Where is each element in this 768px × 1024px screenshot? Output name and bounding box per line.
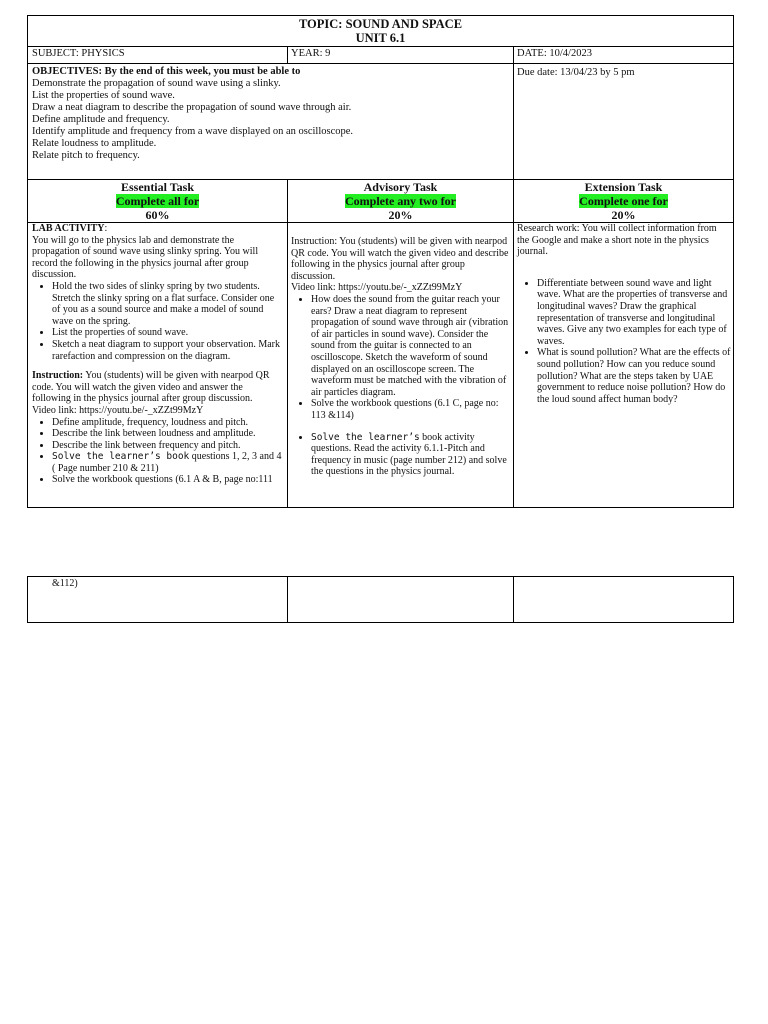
lab-intro: You will go to the physics lab and demonstrate the propagation of sound wave using slinky spring. You will record the following in the physics journal after group discussion. <box>32 234 259 281</box>
list-item: • Describe the link between loudness and amplitude. <box>52 428 282 440</box>
essential-content <box>32 223 282 486</box>
essential-instruction <box>32 370 282 405</box>
list-item: • Solve the workbook questions (6.1 C, page no: 113 &114) <box>311 398 509 421</box>
advisory-task-title: Advisory Task <box>363 180 438 194</box>
objective-line: Relate loudness to amplitude. <box>32 138 157 149</box>
due-date: Due date: 13/04/23 by 5 pm <box>517 67 635 78</box>
topic-heading <box>28 17 733 45</box>
objectives-title: OBJECTIVES: By the end of this week, you must be able to <box>32 66 301 77</box>
date-label: DATE: 10/4/2023 <box>517 48 592 59</box>
learner-book-rest: questions 1, 2, 3 and 4 ( Page number 210 & 211) <box>52 451 282 474</box>
advisory-list-2 <box>291 432 509 478</box>
list-item: • List the properties of sound wave. <box>52 327 282 339</box>
instruction-text: You (students) will be given with nearpod QR code. You will watch the given video and answer the following in the physics journal after group discussion. <box>32 370 270 405</box>
learner-book-rest: book activity questions. Read the activity 6.1.1-Pitch and frequency in music (page number 212) and solve the questions in the physics journal. <box>311 431 507 478</box>
list-item: • How does the sound from the guitar reach your ears? Draw a neat diagram to represent propagation of sound wave through air (vibration of air particles in sound wave). Consider the sound from the guitar is connected to an oscilloscope. Sketch the waveform of sound displayed on an oscilloscope screen. The waveform must be matched with the vibration of air particles diagram. <box>311 294 509 398</box>
objective-line: Draw a neat diagram to describe the propagation of sound wave through air. <box>32 102 352 113</box>
extension-intro: Research work: You will collect information from the Google and make a short note in the physics journal. <box>517 223 717 258</box>
advisory-intro: Instruction: You (students) will be given with nearpod QR code. You will watch the given video and describe following in the physics journal after group discussion. <box>291 236 509 282</box>
list-item <box>311 432 509 478</box>
advisory-content <box>291 236 509 478</box>
list-item: • What is sound pollution? What are the effects of sound pollution? How can you reduce sound pollution? What are the steps taken by UAE government to reduce noise pollution? How do the loud sound affect human body? <box>537 347 731 405</box>
extension-task-header <box>514 180 733 222</box>
objectives-block <box>32 66 510 162</box>
list-item: • Differentiate between sound wave and light wave. What are the properties of transverse and longitudinal waves? Draw the graphical representation of transverse and longitudinal waves. Give any two examples for each type of waves. <box>537 278 731 348</box>
extension-task-percent: 20% <box>611 208 636 222</box>
extension-task-title: Extension Task <box>584 180 663 194</box>
topic-title: TOPIC: SOUND AND SPACE <box>298 17 463 31</box>
objective-line: List the properties of sound wave. <box>32 90 175 101</box>
instruction-label: Instruction: <box>32 370 84 382</box>
lesson-plan-table <box>27 15 734 508</box>
objective-line: Identify amplitude and frequency from a wave displayed on an oscilloscope. <box>32 126 354 137</box>
video-link: Video link: https://youtu.be/-_xZZt99MzY <box>32 404 204 416</box>
extension-list <box>517 278 731 406</box>
list-item <box>52 451 282 474</box>
continuation-table <box>27 576 734 623</box>
objective-line: Relate pitch to frequency. <box>32 150 140 161</box>
lab-list <box>32 281 282 362</box>
essential-task-title: Essential Task <box>120 180 195 194</box>
advisory-task-percent: 20% <box>388 208 413 222</box>
advisory-task-header <box>288 180 513 222</box>
list-item: • Define amplitude, frequency, loudness and pitch. <box>52 417 282 429</box>
objective-line: Demonstrate the propagation of sound wave using a slinky. <box>32 78 281 89</box>
list-item: • Hold the two sides of slinky spring by two students. Stretch the slinky spring on a flat surface. Consider one of you as a sound source and make a model of sound wave on the spring. <box>52 281 282 327</box>
essential-task-header <box>28 180 287 222</box>
learner-book-text: Solve the learner’s <box>311 431 420 443</box>
instruction-list <box>32 417 282 487</box>
essential-task-percent: 60% <box>145 208 170 222</box>
essential-task-requirement: Complete all for <box>115 194 200 208</box>
extension-content <box>517 223 731 405</box>
list-item: • Sketch a neat diagram to support your observation. Mark rarefaction and compression on the diagram. <box>52 339 282 362</box>
advisory-list <box>291 294 509 422</box>
year-label: YEAR: 9 <box>291 48 331 59</box>
video-link: Video link: https://youtu.be/-_xZZt99MzY <box>291 282 463 294</box>
extension-task-requirement: Complete one for <box>579 194 668 208</box>
list-item: • Describe the link between frequency and pitch. <box>52 440 282 452</box>
subject-label: SUBJECT: PHYSICS <box>32 48 125 59</box>
list-item: • Solve the workbook questions (6.1 A & B, page no:111 <box>52 474 282 486</box>
objective-line: Define amplitude and frequency. <box>32 114 170 125</box>
unit-title: UNIT 6.1 <box>355 31 406 45</box>
learner-book-text: Solve the learner’s book <box>52 451 190 463</box>
lab-activity-colon: : <box>104 223 108 234</box>
workbook-overflow: &112) <box>52 578 78 589</box>
advisory-task-requirement: Complete any two for <box>345 194 456 208</box>
lab-activity-title: LAB ACTIVITY <box>32 223 105 234</box>
